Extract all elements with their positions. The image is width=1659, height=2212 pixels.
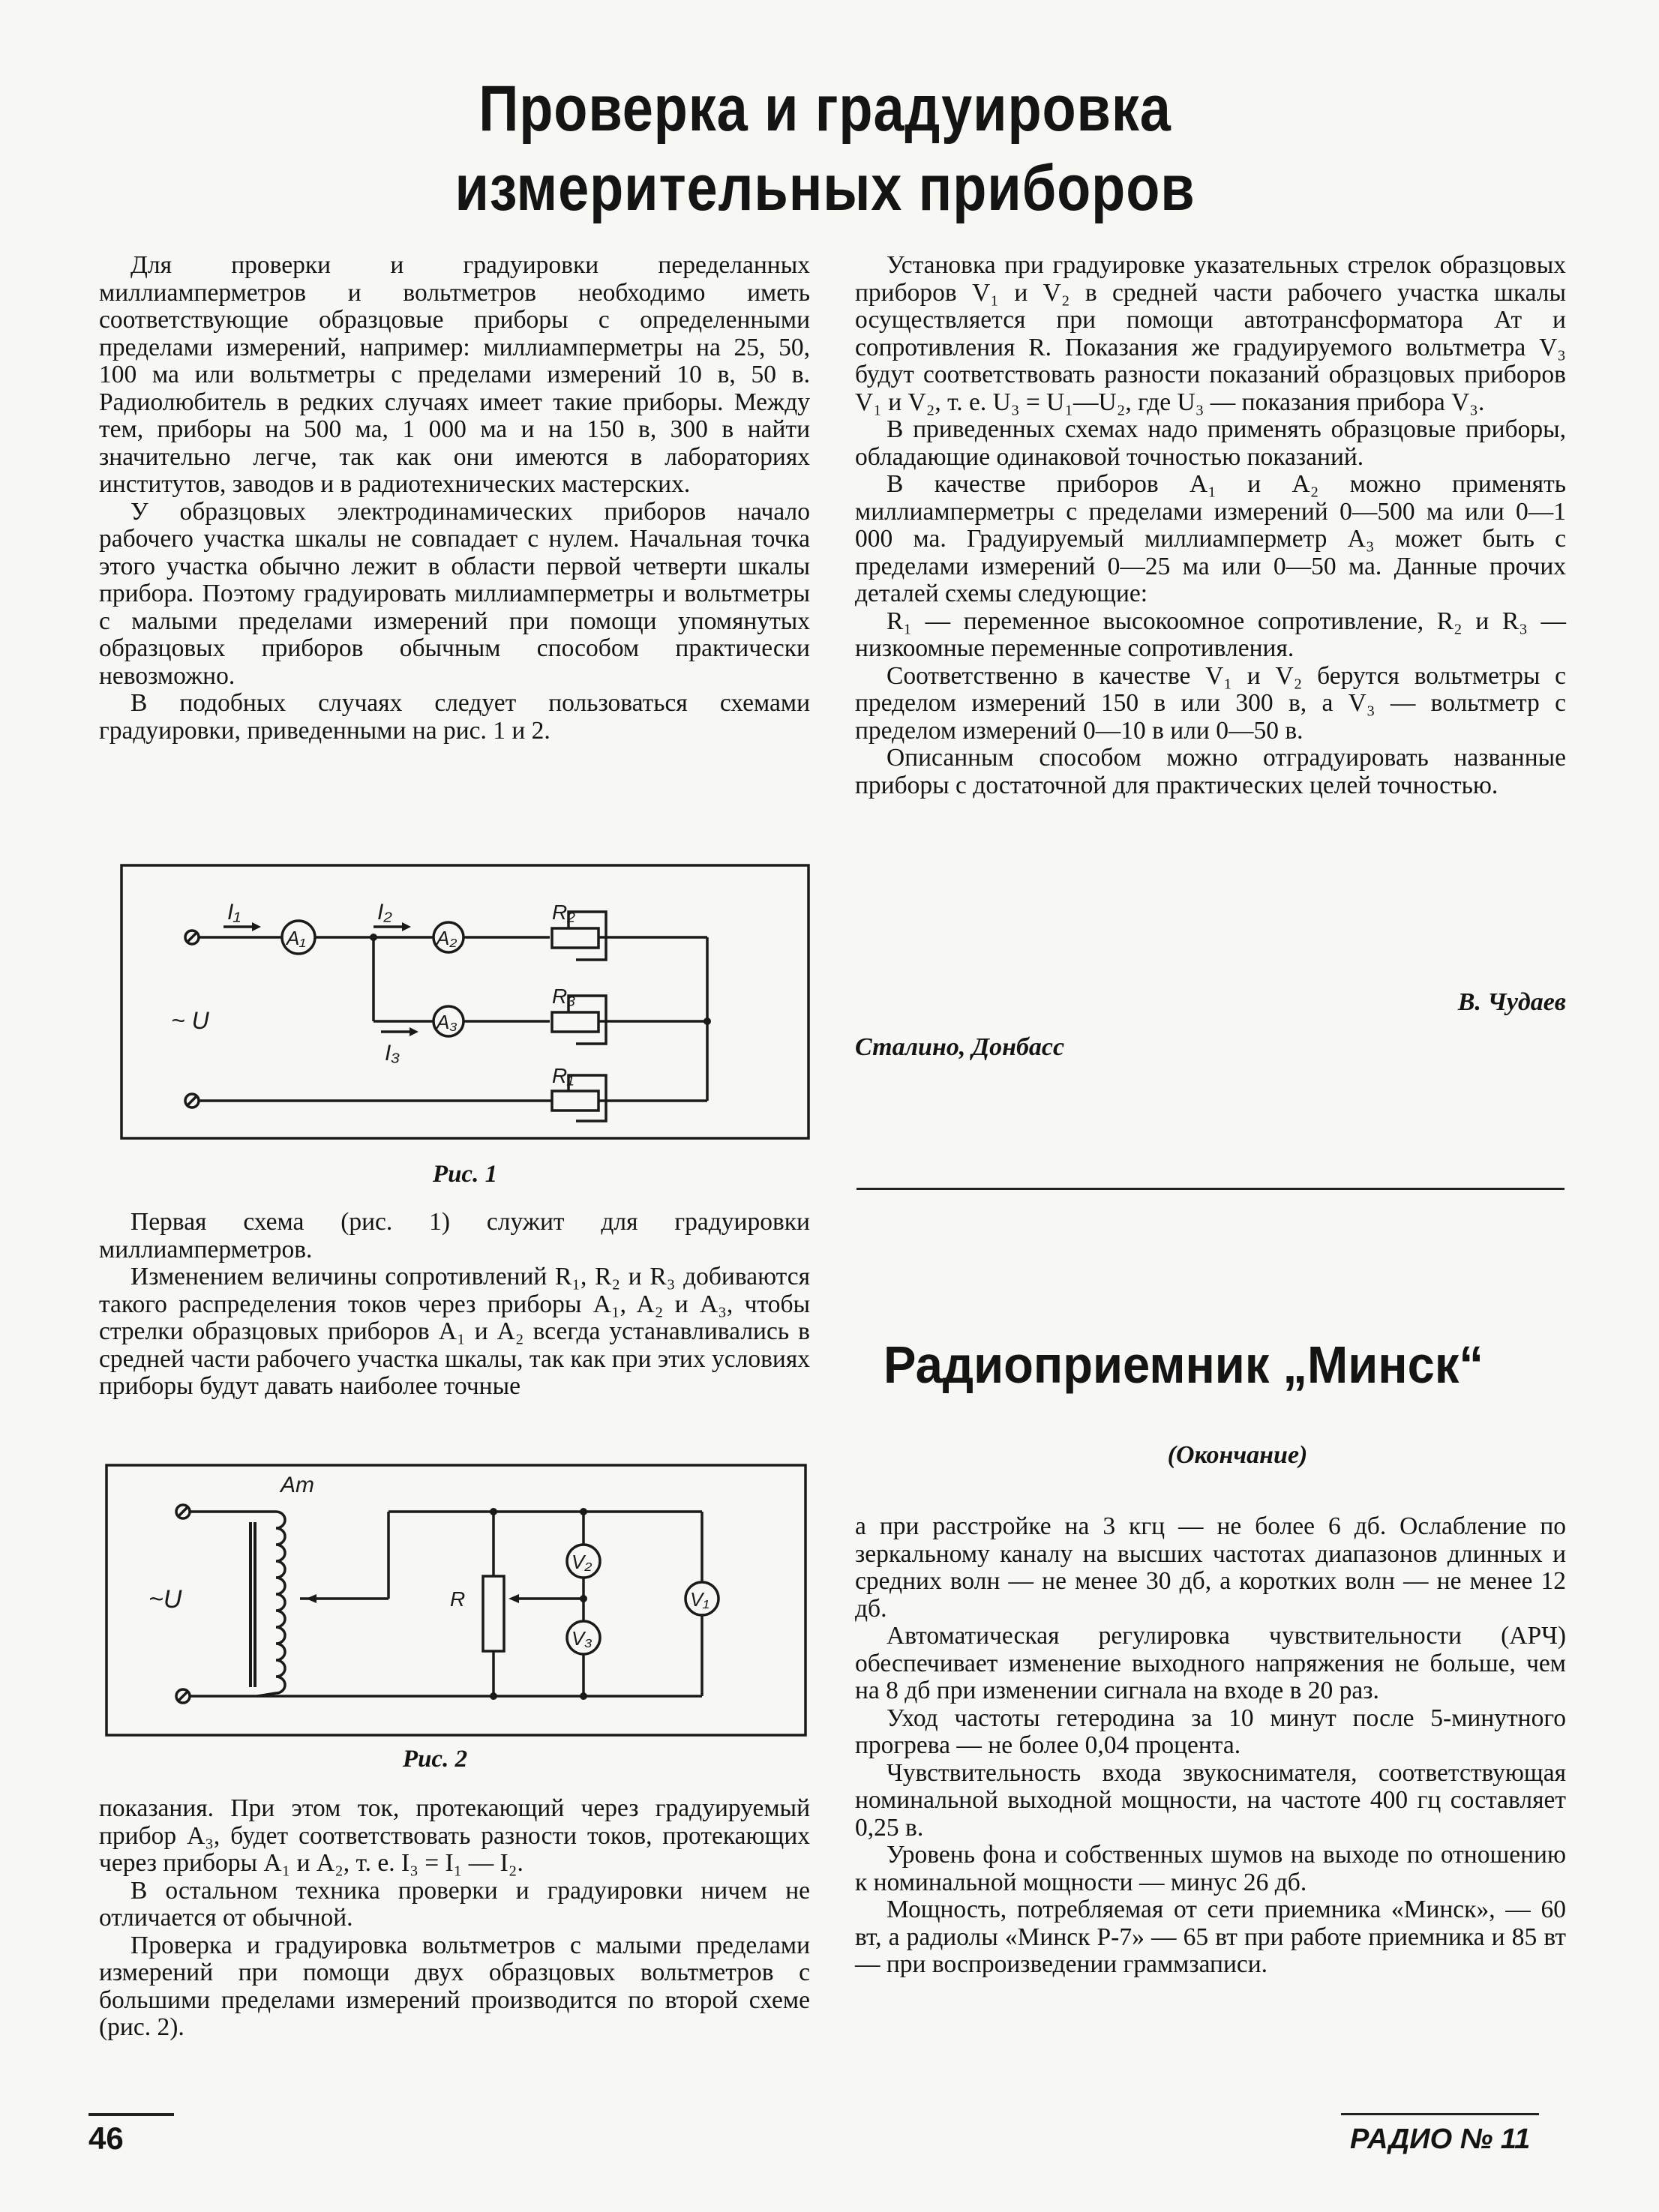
figure-2-caption: Рис. 2 (402, 1746, 468, 1773)
fig1-label-a1: A₁ (286, 927, 306, 949)
paragraph: Автоматическая регулировка чувствительности (АРЧ) обеспечивает изменение выходного напряжения не больше, чем на 8 дб при изменении сигнала на входе в 20 раз. (855, 1622, 1566, 1704)
figure-2-circuit (104, 1462, 808, 1738)
fig1-label-i1: I₁ (227, 900, 241, 925)
paragraph: В приведенных схемах надо применять образцовые приборы, обладающие одинаковой точностью показаний. (855, 415, 1566, 471)
fig2-label-v2: V₂ (572, 1551, 592, 1573)
paragraph: В подобных случаях следует пользоваться схемами градуировки, приведенными на рис. 1 и 2. (99, 689, 810, 745)
fig2-label-v1: V₁ (690, 1588, 710, 1611)
paragraph: Соответственно в качестве V₁ и V₂ берутся вольтметры с пределом измерений 150 в или 300 в, а V₃ — вольтметр с пределом измерений 0—10 в или 0—50 в. (855, 661, 1566, 745)
paragraph: В остальном техника проверки и градуировки ничем не отличается от обычной. (99, 1876, 810, 1932)
fig1-label-a3: A₃ (436, 1011, 458, 1033)
fig1-label-r1: R₁ (552, 1064, 574, 1087)
footer-rule-right (1341, 2113, 1539, 2115)
paragraph: Чувствительность входа звукоснимателя, соответствующая номинальной выходной мощности, на частоте 400 гц составляет 0,25 в. (855, 1758, 1566, 1842)
paragraph: Мощность, потребляемая от сети приемника «Минск», — 60 вт, а радиолы «Минск Р-7» — 65 вт при работе приемника и 85 вт — при воспроизведении граммзаписи. (855, 1896, 1566, 1978)
right-column-article1 (855, 252, 1566, 799)
fig2-label-r: R (450, 1587, 466, 1611)
paragraph: В качестве приборов A₁ и A₂ можно применять миллиамперметры с пределами измерений 0—500 ма или 0—1 000 ма. Градуируемый миллиамперметр A₃ может быть с пределами измерений 0—25 ма или 0—50 ма. Данные прочих деталей схемы следующие: (855, 470, 1566, 607)
figure-1-circuit (118, 862, 812, 1141)
fig1-label-u: ~ U (171, 1007, 209, 1034)
fig1-label-r2: R₂ (552, 901, 575, 924)
left-column-end (99, 1795, 810, 2042)
fig2-label-v3: V₃ (572, 1627, 592, 1650)
fig1-label-a2: A₂ (436, 927, 458, 949)
paragraph: показания. При этом ток, протекающий через градуируемый прибор A₃, будет соответствовать разности токов, протекающих через приборы A₁ и A₂, т. е. I₃ = I₁ — I₂. (99, 1794, 810, 1877)
fig2-label-u: ~U (148, 1585, 182, 1614)
paragraph: Описанным способом можно отградуировать названные приборы с достаточной для практических целей точностью. (855, 744, 1566, 799)
author-signature: В. Чудаев (1457, 988, 1566, 1016)
article2-title: Радиоприемник „Минск“ (884, 1335, 1484, 1394)
paragraph: Установка при градуировке указательных стрелок образцовых приборов V₁ и V₂ в средней части рабочего участка шкалы осуществляется при помощи автотрансформатора Ат и сопротивления R. Показания же градуируемого вольтметра V₃ будут соответствовать разности показаний образцовых приборов V₁ и V₂, т. е. U₃ = U₁—U₂, где U₃ — показания прибора V₃. (855, 251, 1566, 416)
paragraph: Первая схема (рис. 1) служит для градуировки миллиамперметров. (99, 1208, 810, 1263)
fig1-label-i2: I₂ (377, 900, 392, 925)
article-title: Проверка и градуировка измерительных приборов (454, 73, 1196, 224)
paragraph: Уровень фона и собственных шумов на выходе по отношению к номинальной мощности — минус 26 дб. (855, 1841, 1566, 1896)
paragraph: R₁ — переменное высокоомное сопротивление, R₂ и R₃ — низкоомные переменные сопротивления. (855, 607, 1566, 662)
paragraph: а при расстройке на 3 кгц — не более 6 дб. Ослабление по зеркальному каналу на высших частотах диапазонов длинных и средних волн — не менее 30 дб, а коротких волн — не менее 12 дб. (855, 1512, 1566, 1623)
paragraph: Проверка и градуировка вольтметров с малыми пределами измерений при помощи двух образцовых вольтметров с большими пределами измерений производится по второй схеме (рис. 2). (99, 1931, 810, 2041)
fig1-label-i3: I₃ (385, 1041, 400, 1066)
fig1-label-r3: R₃ (552, 985, 576, 1008)
paragraph: Изменением величины сопротивлений R₁, R₂ и R₃ добиваются такого распределения токов через приборы A₁, A₂ и A₃, чтобы стрелки образцовых приборов A₁ и A₂ всегда устанавливались в средней части рабочего участка шкалы, так как при этих условиях приборы будут давать наиболее точные (99, 1263, 810, 1400)
page-number: 46 (88, 2121, 124, 2156)
article-separator (856, 1188, 1564, 1190)
right-column-article2 (855, 1513, 1566, 1979)
paragraph: Уход частоты гетеродина за 10 минут после 5-минутного прогрева — не более 0,04 процента. (855, 1704, 1566, 1759)
left-column-middle (99, 1209, 810, 1401)
paragraph: Для проверки и градуировки переделанных миллиамперметров и вольтметров необходимо иметь соответствующие образцовые приборы с определенными пределами измерений, например: миллиамперметры на 25, 50, 100 ма или вольтметры с пределами измерений 10 в, 50 в. Радиолюбитель в редких случаях имеет такие приборы. Между тем, приборы на 500 ма, 1 000 ма и на 150 в, 300 в найти значительно легче, так как они имеются в лабораториях институтов, заводов и в радиотехнических мастерских. (99, 251, 810, 498)
article2-subtitle: (Окончание) (1167, 1441, 1308, 1469)
author-location: Сталино, Донбасс (855, 1033, 1065, 1061)
figure-1-caption: Рис. 1 (432, 1161, 498, 1188)
left-column-intro (99, 252, 810, 745)
fig2-label-at: Aт (280, 1473, 314, 1497)
paragraph: У образцовых электродинамических приборов начало рабочего участка шкалы не совпадает с нулем. Начальная точка этого участка обычно лежит в области первой четверти шкалы прибора. Поэтому градуировать миллиамперметры и вольтметры с малыми пределами измерений при помощи упомянутых образцовых приборов обычным способом практически невозможно. (99, 497, 810, 690)
footer-rule-left (88, 2113, 174, 2116)
magazine-name: РАДИО № 11 (1350, 2124, 1531, 2155)
